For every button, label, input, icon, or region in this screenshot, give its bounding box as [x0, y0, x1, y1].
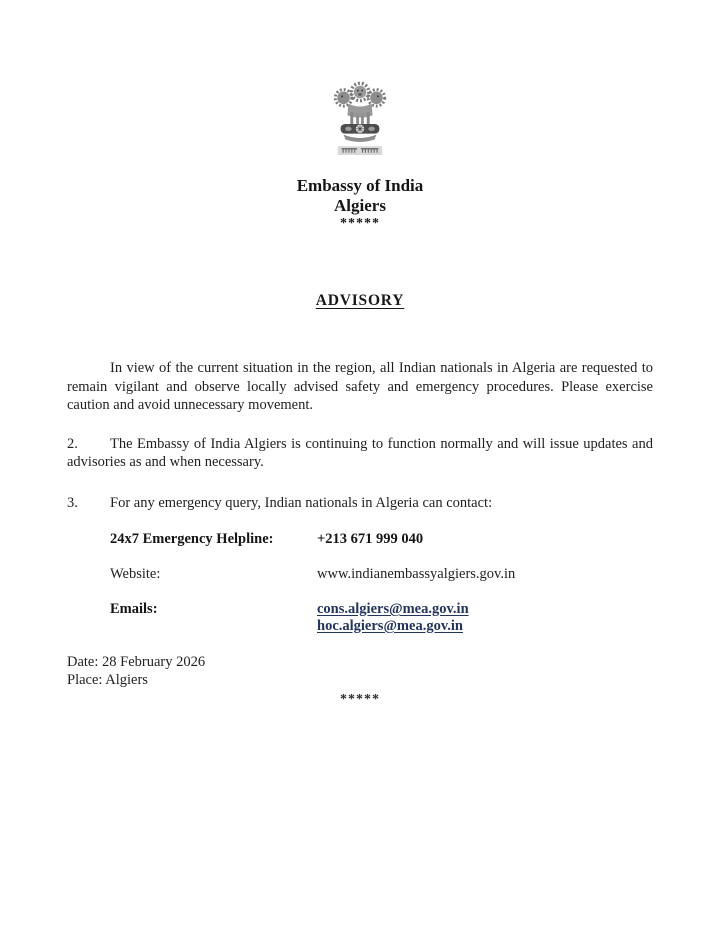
contact-row-emails	[110, 601, 653, 635]
paragraph-2-number: 2.	[67, 435, 78, 452]
document-title: ADVISORY	[315, 292, 405, 309]
date-line: Date: 28 February 2026	[67, 653, 206, 670]
footer-stars-separator: *****	[340, 691, 380, 707]
helpline-number: +213 671 999 040	[317, 530, 424, 547]
paragraph-3-number: 3.	[67, 494, 78, 511]
email-link-cons[interactable]: cons.algiers@mea.gov.in	[317, 600, 469, 617]
paragraph-3	[67, 494, 653, 513]
paragraph-1-text: In view of the current situation in the region, all Indian nationals in Algeria are requested to remain vigilant and observe locally advised safety and emergency procedures. Please exercise caution and avoid unnecessary movement.	[67, 360, 653, 414]
website-label: Website:	[110, 565, 161, 582]
header-stars-separator: *****	[340, 216, 380, 231]
contact-row-website	[110, 566, 653, 583]
emails-label: Emails:	[110, 600, 158, 617]
footer-block	[67, 653, 653, 689]
org-city: Algiers	[334, 196, 386, 215]
email-link-hoc[interactable]: hoc.algiers@mea.gov.in	[317, 617, 463, 634]
paragraph-1	[67, 359, 653, 415]
paragraph-3-text: For any emergency query, Indian nationals in Algeria can contact:	[110, 494, 493, 511]
india-national-emblem-icon	[67, 0, 653, 166]
contact-row-helpline	[110, 531, 653, 548]
org-name: Embassy of India	[296, 176, 424, 195]
paragraph-2-text: The Embassy of India Algiers is continuing to function normally and will issue updates and advisories as and when necessary.	[67, 435, 653, 471]
paragraph-2	[67, 435, 653, 472]
website-url: www.indianembassyalgiers.gov.in	[317, 565, 516, 582]
letterhead	[67, 176, 653, 232]
emails-values	[317, 601, 469, 635]
helpline-label: 24x7 Emergency Helpline:	[110, 530, 274, 547]
place-line: Place: Algiers	[67, 671, 148, 688]
